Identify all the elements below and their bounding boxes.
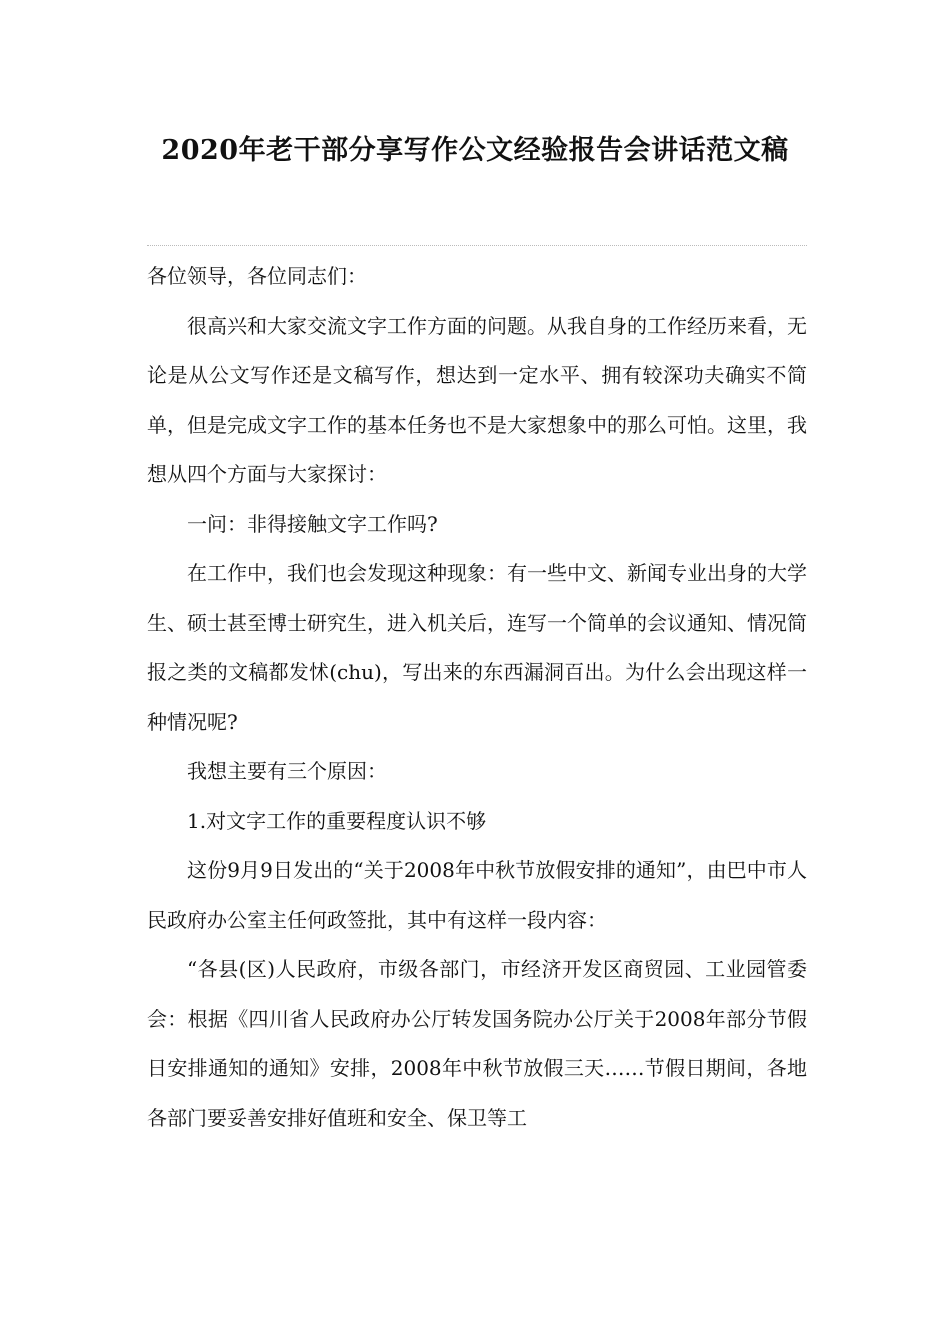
salutation: 各位领导，各位同志们： [147,264,367,288]
document-title: 2020年老干部分享写作公文经验报告会讲话范文稿 [161,135,789,166]
section-heading: 一问：非得接触文字工作吗? [187,511,438,536]
paragraph: 这份9月9日发出的“关于2008年中秋节放假安排的通知”，由巴中市人民政府办公室主任何政签批，其中有这样一段内容： [147,858,807,932]
paragraph: 在工作中，我们也会发现这种现象：有一些中文、新闻专业出身的大学生、硕士甚至博士研究生，进入机关后，连写一个简单的会议通知、情况简报之类的文稿都发怵(chu)，写出来的东西漏洞百出。为什么会出现这样一种情况呢? [147,561,807,734]
document-body [147,252,807,1143]
quoted-paragraph: “各县(区)人民政府，市级各部门，市经济开发区商贸园、工业园管委会：根据《四川省人民政府办公厅转发国务院办公厅关于2008年部分节假日安排通知的通知》安排，2008年中秋节放假三天……节假日期间，各地各部门要妥善安排好值班和安全、保卫等工 [147,957,807,1130]
paragraph: 我想主要有三个原因： [187,759,387,783]
paragraph: 很高兴和大家交流文字工作方面的问题。从我自身的工作经历来看，无论是从公文写作还是文稿写作，想达到一定水平、拥有较深功夫确实不简单，但是完成文字工作的基本任务也不是大家想象中的那么可怕。这里，我想从四个方面与大家探讨： [147,313,807,486]
subheading: 1.对文字工作的重要程度认识不够 [187,808,487,833]
divider [147,245,807,246]
